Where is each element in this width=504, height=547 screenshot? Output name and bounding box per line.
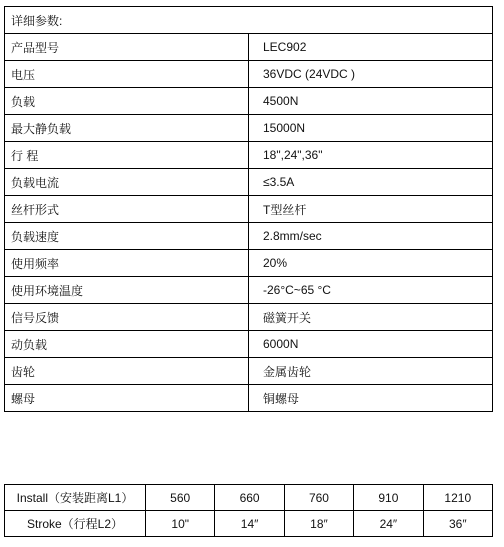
spec-value: T型丝杆 <box>249 196 493 223</box>
spec-value: 4500N <box>249 88 493 115</box>
spec-value: 磁簧开关 <box>249 304 493 331</box>
spec-label: 行 程 <box>5 142 249 169</box>
spec-label: 负载电流 <box>5 169 249 196</box>
spec-label: 齿轮 <box>5 358 249 385</box>
spec-row <box>5 250 493 277</box>
spec-row <box>5 331 493 358</box>
spec-value: 2.8mm/sec <box>249 223 493 250</box>
spec-row <box>5 385 493 412</box>
spec-label: 电压 <box>5 61 249 88</box>
spec-row <box>5 223 493 250</box>
spec-heading: 详细参数: <box>5 7 493 34</box>
spec-value: 铜螺母 <box>249 385 493 412</box>
install-row <box>5 485 493 511</box>
spec-value: 15000N <box>249 115 493 142</box>
spec-label: 使用频率 <box>5 250 249 277</box>
spec-heading-row <box>5 7 493 34</box>
spec-label: 动负载 <box>5 331 249 358</box>
spec-value: 20% <box>249 250 493 277</box>
spec-row <box>5 115 493 142</box>
spec-row <box>5 196 493 223</box>
spec-row <box>5 142 493 169</box>
install-value: 1210 <box>423 485 492 511</box>
spec-row <box>5 304 493 331</box>
spec-label: 螺母 <box>5 385 249 412</box>
spec-row <box>5 34 493 61</box>
spec-value: 36VDC (24VDC ) <box>249 61 493 88</box>
spec-label: 产品型号 <box>5 34 249 61</box>
spec-value: ≤3.5A <box>249 169 493 196</box>
stroke-value: 24″ <box>354 511 423 537</box>
install-value: 760 <box>284 485 353 511</box>
spec-label: 负载速度 <box>5 223 249 250</box>
spec-value: 金属齿轮 <box>249 358 493 385</box>
stroke-value: 36″ <box>423 511 492 537</box>
install-value: 660 <box>215 485 284 511</box>
stroke-table <box>4 484 493 537</box>
install-value: 560 <box>146 485 215 511</box>
install-value: 910 <box>354 485 423 511</box>
spec-value: -26°C~65 °C <box>249 277 493 304</box>
spec-row <box>5 169 493 196</box>
spec-value: 18",24",36" <box>249 142 493 169</box>
spec-value: 6000N <box>249 331 493 358</box>
spec-row <box>5 358 493 385</box>
stroke-value: 10" <box>146 511 215 537</box>
stroke-value: 18″ <box>284 511 353 537</box>
spec-value: LEC902 <box>249 34 493 61</box>
spec-label: 丝杆形式 <box>5 196 249 223</box>
spec-label: 最大静负载 <box>5 115 249 142</box>
spec-label: 使用环境温度 <box>5 277 249 304</box>
stroke-label: Stroke（行程L2） <box>5 511 146 537</box>
install-label: Install（安装距离L1） <box>5 485 146 511</box>
spec-label: 负载 <box>5 88 249 115</box>
spec-row <box>5 88 493 115</box>
spec-row <box>5 61 493 88</box>
stroke-value: 14″ <box>215 511 284 537</box>
spec-row <box>5 277 493 304</box>
stroke-row <box>5 511 493 537</box>
spec-table <box>4 6 493 412</box>
spec-label: 信号反馈 <box>5 304 249 331</box>
